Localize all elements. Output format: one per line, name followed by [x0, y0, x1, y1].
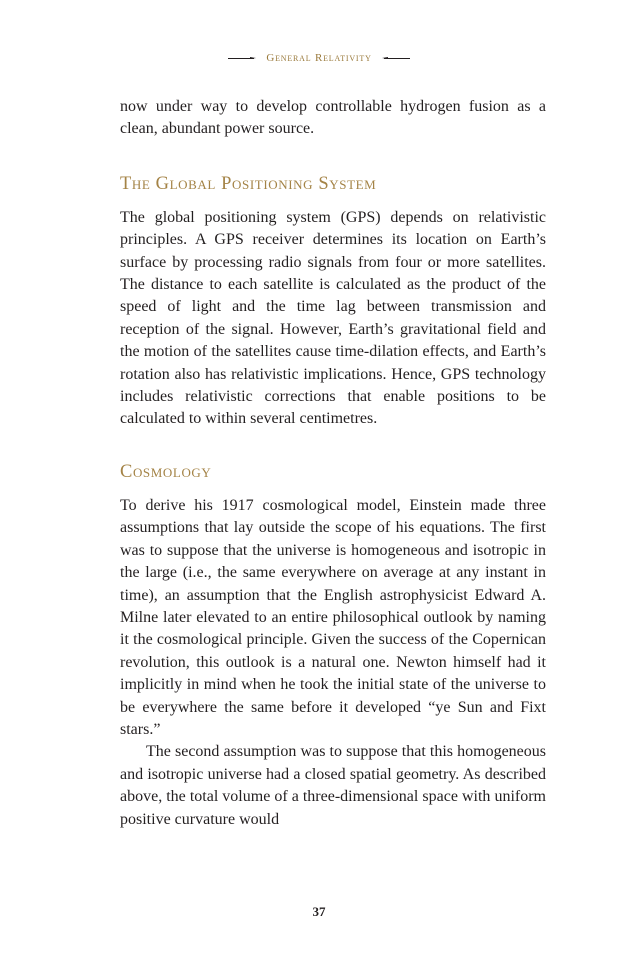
page-body	[120, 96, 546, 831]
ornament-rule-right	[384, 58, 410, 59]
page-number: 37	[312, 904, 326, 919]
paragraph-gps: The global positioning system (GPS) depends on relativistic principles. A GPS receiver determines its location on Earth’s surface by processing radio signals from four or more satellites. The distance to each satellite is calculated as the product of the speed of light and the time lag between transmission and reception of the signal. However, Earth’s gravitational field and the motion of the satellites cause time-dilation effects, and Earth’s rotation also has relativistic implications. Hence, GPS technology includes relativistic corrections that enable positions to be calculated to within several centimetres.	[120, 208, 546, 428]
running-head-title: General Relativity	[266, 52, 372, 64]
ornament-rule-left	[228, 58, 254, 59]
paragraph-cosmology-2: The second assumption was to suppose that this homogeneous and isotropic universe had a closed spatial geometry. As described above, the total volume of a three-dimensional space with uniform positive curvature would	[120, 743, 546, 828]
running-head	[0, 52, 638, 64]
section-heading-gps: The Global Positioning System	[120, 173, 377, 194]
section-heading-cosmology: Cosmology	[120, 461, 212, 482]
paragraph-cosmology-1: To derive his 1917 cosmological model, Einstein made three assumptions that lay outside the scope of his equations. The first was to suppose that the universe is homogeneous and isotropic in the large (i.e., the same everywhere on average at any instant in time), an assumption that the English astrophysicist Edward A. Milne later elevated to an entire philosophical outlook by naming it the cosmological principle. Given the success of the Copernican revolution, this outlook is a natural one. Newton himself had it implicitly in mind when he took the initial state of the universe to be everywhere the same before it developed “ye Sun and Fixt stars.”	[120, 496, 546, 738]
paragraph-continuation: now under way to develop controllable hydrogen fusion as a clean, abundant power source.	[120, 98, 546, 138]
